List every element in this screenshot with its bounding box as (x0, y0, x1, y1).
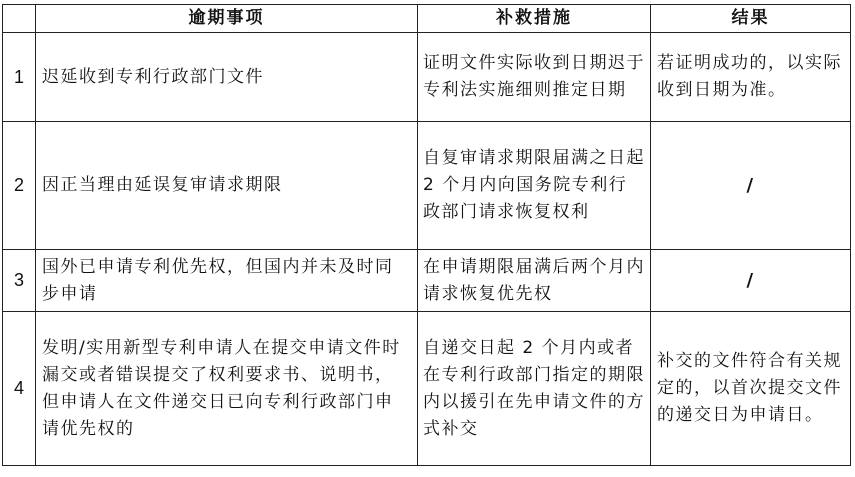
row-number: 2 (3, 122, 36, 250)
remedy-cell: 在申请期限届满后两个月内请求恢复优先权 (418, 250, 651, 312)
remedy-cell: 证明文件实际收到日期迟于专利法实施细则推定日期 (418, 33, 651, 122)
row-number: 4 (3, 312, 36, 466)
header-result: 结果 (651, 5, 851, 33)
overdue-remedy-table (2, 4, 851, 466)
table-row (3, 250, 851, 312)
overdue-item-cell: 国外已申请专利优先权，但国内并未及时同步申请 (36, 250, 418, 312)
header-remedy: 补救措施 (418, 5, 651, 33)
table-row (3, 122, 851, 250)
overdue-item-cell: 迟延收到专利行政部门文件 (36, 33, 418, 122)
row-number: 1 (3, 33, 36, 122)
table-row (3, 33, 851, 122)
result-cell: 若证明成功的，以实际收到日期为准。 (651, 33, 851, 122)
remedy-cell: 自复审请求期限届满之日起 2 个月内向国务院专利行政部门请求恢复权利 (418, 122, 651, 250)
row-number: 3 (3, 250, 36, 312)
result-cell: / (651, 250, 851, 312)
overdue-item-cell: 发明/实用新型专利申请人在提交申请文件时漏交或者错误提交了权利要求书、说明书，但申请人在文件递交日已向专利行政部门申请优先权的 (36, 312, 418, 466)
remedy-cell: 自递交日起 2 个月内或者在专利行政部门指定的期限内以援引在先申请文件的方式补交 (418, 312, 651, 466)
table-row (3, 312, 851, 466)
header-number (3, 5, 36, 33)
table-header-row (3, 5, 851, 33)
result-cell: 补交的文件符合有关规定的，以首次提交文件的递交日为申请日。 (651, 312, 851, 466)
header-overdue-item: 逾期事项 (36, 5, 418, 33)
overdue-item-cell: 因正当理由延误复审请求期限 (36, 122, 418, 250)
result-cell: / (651, 122, 851, 250)
